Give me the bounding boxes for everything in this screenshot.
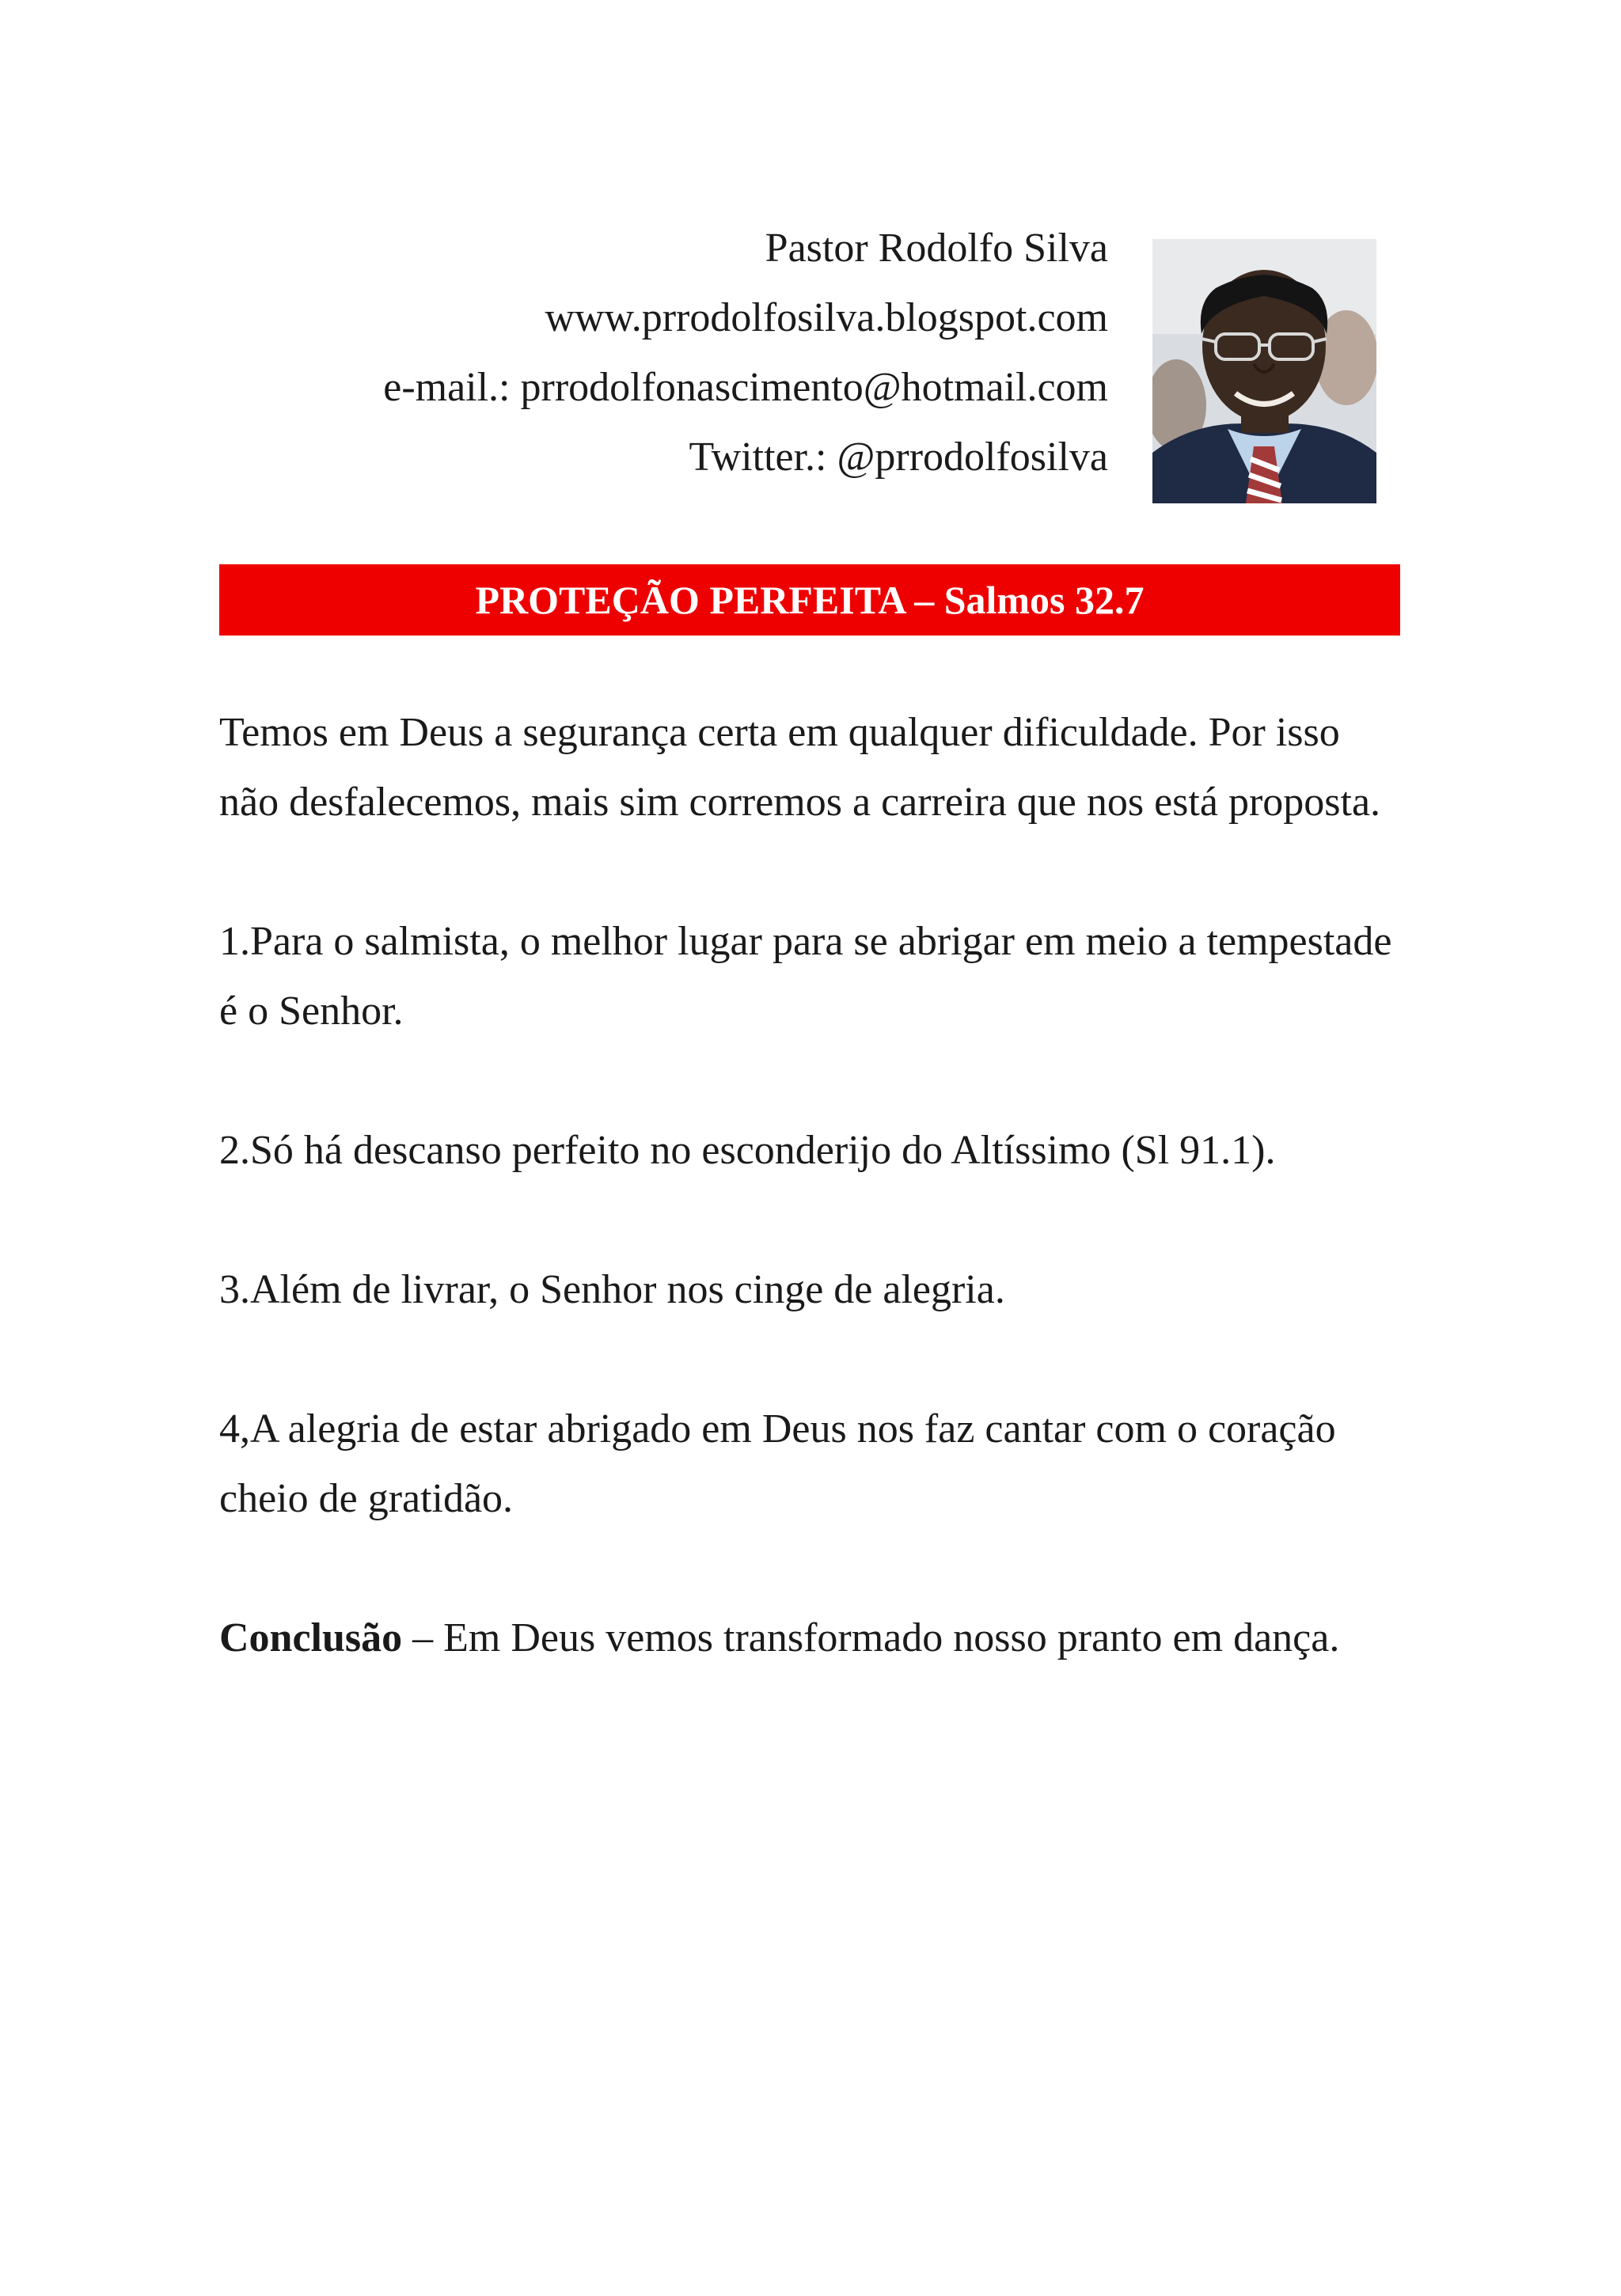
point-1: 1.Para o salmista, o melhor lugar para se abrigar em meio a tempestade é o Senhor.: [219, 919, 1392, 1034]
intro-paragraph: Temos em Deus a segurança certa em qualquer dificuldade. Por isso não desfalecemos, mais sim corremos a carreira que nos está proposta.: [219, 710, 1381, 825]
author-portrait-photo: [1152, 239, 1376, 503]
sermon-title: PROTEÇÃO PERFEITA – Salmos 32.7: [219, 564, 1400, 636]
point-3: 3.Além de livrar, o Senhor nos cinge de alegria.: [219, 1267, 1005, 1312]
conclusion-paragraph: [219, 1603, 1407, 1673]
author-name: Pastor Rodolfo Silva: [765, 226, 1108, 271]
conclusion-label: Conclusão: [219, 1615, 403, 1660]
author-website: www.prrodolfosilva.blogspot.com: [545, 295, 1108, 340]
conclusion-text: – Em Deus vemos transformado nosso pranto em dança.: [402, 1615, 1340, 1660]
author-header: [158, 214, 1108, 492]
point-4: 4,A alegria de estar abrigado em Deus nos faz cantar com o coração cheio de gratidão.: [219, 1406, 1336, 1521]
point-2: 2.Só há descanso perfeito no esconderijo do Altíssimo (Sl 91.1).: [219, 1128, 1276, 1173]
author-twitter: Twitter.: @prrodolfosilva: [689, 435, 1108, 480]
author-email: e-mail.: prrodolfonascimento@hotmail.com: [383, 365, 1108, 410]
sermon-body: [219, 698, 1407, 1743]
